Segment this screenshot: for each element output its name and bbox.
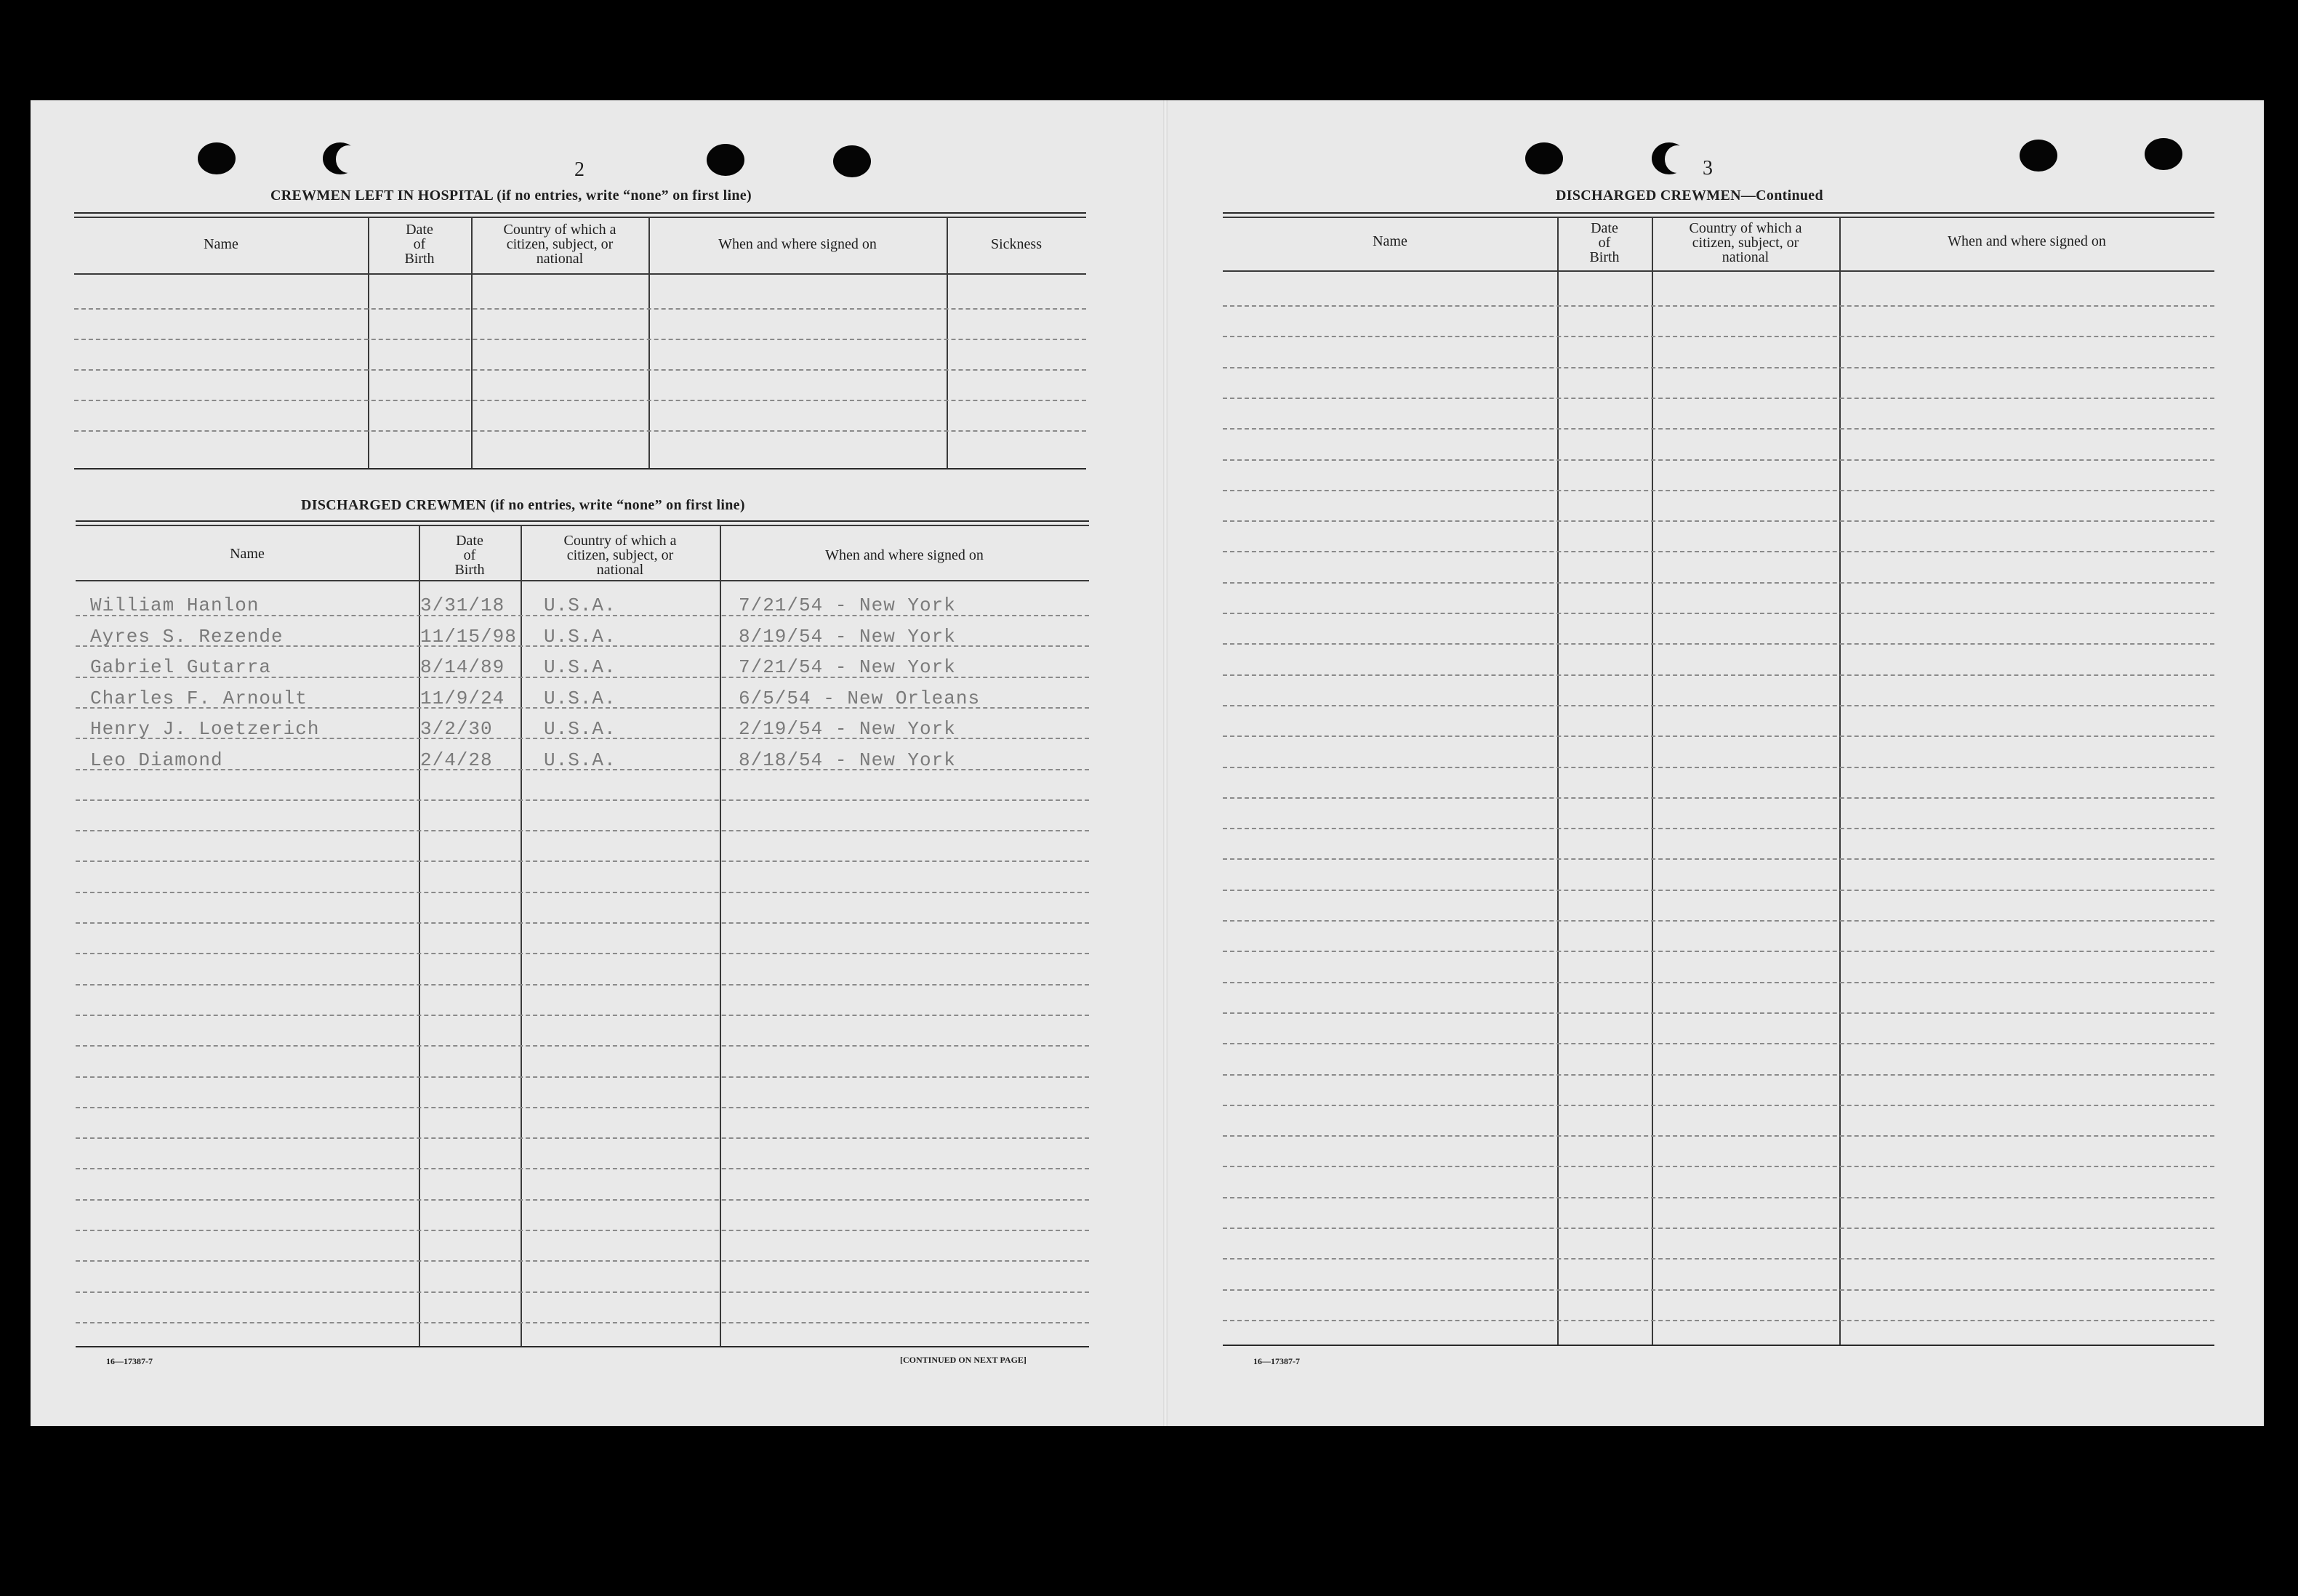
crew-country: U.S.A.: [544, 656, 616, 678]
ruled-line: [1223, 459, 2214, 461]
ruled-line: [1223, 767, 2214, 768]
column-header: Date of Birth: [1589, 220, 1620, 265]
ruled-line: [76, 1137, 1089, 1139]
table-top-rule: [74, 217, 1086, 218]
table-top-rule: [76, 520, 1089, 522]
discharged-continued-title: DISCHARGED CREWMEN—Continued: [1556, 188, 1823, 203]
discharged-subtitle-text: (if no entries, write “none” on first line): [490, 497, 745, 513]
ruled-line: [1223, 1074, 2214, 1076]
punch-hole: [2020, 140, 2057, 172]
header-rule: [76, 580, 1089, 581]
ruled-line: [1223, 1197, 2214, 1198]
punch-hole: [707, 144, 744, 176]
column-header: Date of Birth: [454, 533, 485, 578]
crew-country: U.S.A.: [544, 595, 616, 616]
crew-dob: 11/9/24: [420, 687, 505, 709]
crew-name: Gabriel Gutarra: [90, 656, 272, 678]
hospital-section-title: [270, 188, 752, 204]
ruled-line: [1223, 1258, 2214, 1260]
ruled-line: [76, 1230, 1089, 1231]
crew-dob: 2/4/28: [420, 749, 493, 771]
ruled-line: [1223, 705, 2214, 706]
page-number: 2: [574, 158, 584, 181]
ruled-line: [76, 1076, 1089, 1078]
discharged-title-text: DISCHARGED CREWMEN: [301, 497, 486, 513]
ruled-line: [76, 922, 1089, 924]
ruled-line: [1223, 1166, 2214, 1167]
ruled-line: [1223, 1012, 2214, 1014]
ruled-line: [1223, 920, 2214, 922]
ruled-line: [1223, 398, 2214, 399]
column-header: When and where signed on: [718, 236, 877, 252]
ruled-line: [1223, 858, 2214, 860]
ruled-line: [76, 892, 1089, 893]
ruled-line: [1223, 1043, 2214, 1044]
crew-signed-on: 8/18/54 - New York: [739, 749, 956, 771]
table-top-rule: [74, 212, 1086, 214]
continued-note: [CONTINUED ON NEXT PAGE]: [900, 1355, 1027, 1365]
ruled-line: [76, 1322, 1089, 1323]
column-header: Country of which a citizen, subject, or national: [1689, 220, 1802, 265]
crew-name: Ayres S. Rezende: [90, 625, 284, 648]
ruled-line: [76, 953, 1089, 954]
punch-hole: [2145, 138, 2182, 170]
ruled-line: [74, 400, 1086, 401]
punch-hole: [1652, 142, 1687, 174]
ruled-line: [1223, 643, 2214, 645]
ruled-line: [1223, 1320, 2214, 1321]
crew-country: U.S.A.: [544, 625, 616, 648]
crew-dob: 3/31/18: [420, 595, 505, 616]
ruled-line: [1223, 1105, 2214, 1106]
header-rule: [74, 273, 1086, 275]
column-header: Country of which a citizen, subject, or national: [503, 222, 616, 267]
column-header: When and where signed on: [1948, 233, 2106, 249]
ruled-line: [1223, 367, 2214, 368]
ruled-line: [74, 339, 1086, 340]
table-top-rule: [1223, 212, 2214, 214]
column-divider: [521, 525, 522, 1346]
ruled-line: [74, 369, 1086, 371]
ruled-line: [1223, 1228, 2214, 1229]
table-bottom-rule: [74, 468, 1086, 469]
ruled-line: [76, 984, 1089, 986]
crew-signed-on: 7/21/54 - New York: [739, 656, 956, 678]
ruled-line: [74, 308, 1086, 310]
punch-hole: [1525, 142, 1563, 174]
column-divider: [1839, 217, 1841, 1345]
ruled-line: [1223, 582, 2214, 584]
crew-dob: 8/14/89: [420, 656, 505, 678]
ruled-line: [1223, 951, 2214, 952]
ruled-line: [1223, 613, 2214, 614]
crew-signed-on: 2/19/54 - New York: [739, 718, 956, 740]
ruled-line: [1223, 1135, 2214, 1137]
ruled-line: [1223, 890, 2214, 891]
crew-country: U.S.A.: [544, 718, 616, 740]
form-number: 16—17387-7: [106, 1356, 153, 1366]
form-number: 16—17387-7: [1253, 1356, 1300, 1366]
ruled-line: [76, 799, 1089, 801]
column-divider: [419, 525, 420, 1346]
ruled-line: [76, 861, 1089, 862]
column-divider: [1652, 217, 1653, 1345]
column-divider: [1557, 217, 1559, 1345]
hospital-title-text: CREWMEN LEFT IN HOSPITAL: [270, 188, 493, 203]
ruled-line: [76, 1045, 1089, 1047]
punch-hole: [323, 142, 358, 174]
crew-country: U.S.A.: [544, 687, 616, 709]
column-header: Sickness: [991, 236, 1042, 252]
discharged-section-title: [301, 497, 745, 514]
hospital-subtitle-text: (if no entries, write “none” on first line): [497, 188, 752, 203]
column-header: Name: [230, 546, 265, 562]
table-top-rule: [1223, 217, 2214, 218]
crew-name: William Hanlon: [90, 595, 260, 616]
ruled-line: [76, 1015, 1089, 1016]
ruled-line: [1223, 828, 2214, 829]
page-fold: [1163, 100, 1168, 1426]
crew-dob: 11/15/98: [420, 625, 517, 648]
column-header: Country of which a citizen, subject, or national: [563, 533, 677, 578]
ruled-line: [1223, 305, 2214, 307]
table-top-rule: [76, 525, 1089, 526]
crew-country: U.S.A.: [544, 749, 616, 771]
ruled-line: [76, 1107, 1089, 1108]
crew-name: Henry J. Loetzerich: [90, 718, 320, 740]
ruled-line: [1223, 1289, 2214, 1291]
column-header: When and where signed on: [825, 547, 984, 563]
crew-dob: 3/2/30: [420, 718, 493, 740]
table-bottom-rule: [1223, 1345, 2214, 1346]
ruled-line: [1223, 674, 2214, 676]
column-header: Name: [204, 236, 238, 252]
table-bottom-rule: [76, 1346, 1089, 1347]
column-header: Date of Birth: [404, 222, 435, 267]
column-header: Name: [1373, 233, 1407, 249]
ruled-line: [1223, 428, 2214, 430]
punch-hole: [198, 142, 236, 174]
ruled-line: [1223, 797, 2214, 799]
crew-name: Leo Diamond: [90, 749, 223, 771]
crew-signed-on: 7/21/54 - New York: [739, 595, 956, 616]
ruled-line: [76, 1168, 1089, 1169]
ruled-line: [1223, 982, 2214, 983]
ruled-line: [76, 1199, 1089, 1201]
ruled-line: [76, 1260, 1089, 1262]
header-rule: [1223, 270, 2214, 272]
crew-name: Charles F. Arnoult: [90, 687, 308, 709]
ruled-line: [76, 830, 1089, 831]
ruled-line: [1223, 735, 2214, 737]
ruled-line: [1223, 551, 2214, 552]
page-number: 3: [1703, 157, 1713, 180]
crew-signed-on: 6/5/54 - New Orleans: [739, 687, 981, 709]
ruled-line: [1223, 520, 2214, 522]
ruled-line: [1223, 336, 2214, 337]
punch-hole: [833, 145, 871, 177]
ruled-line: [74, 430, 1086, 432]
ruled-line: [1223, 490, 2214, 491]
column-divider: [720, 525, 721, 1346]
crew-signed-on: 8/19/54 - New York: [739, 625, 956, 648]
ruled-line: [76, 1291, 1089, 1293]
